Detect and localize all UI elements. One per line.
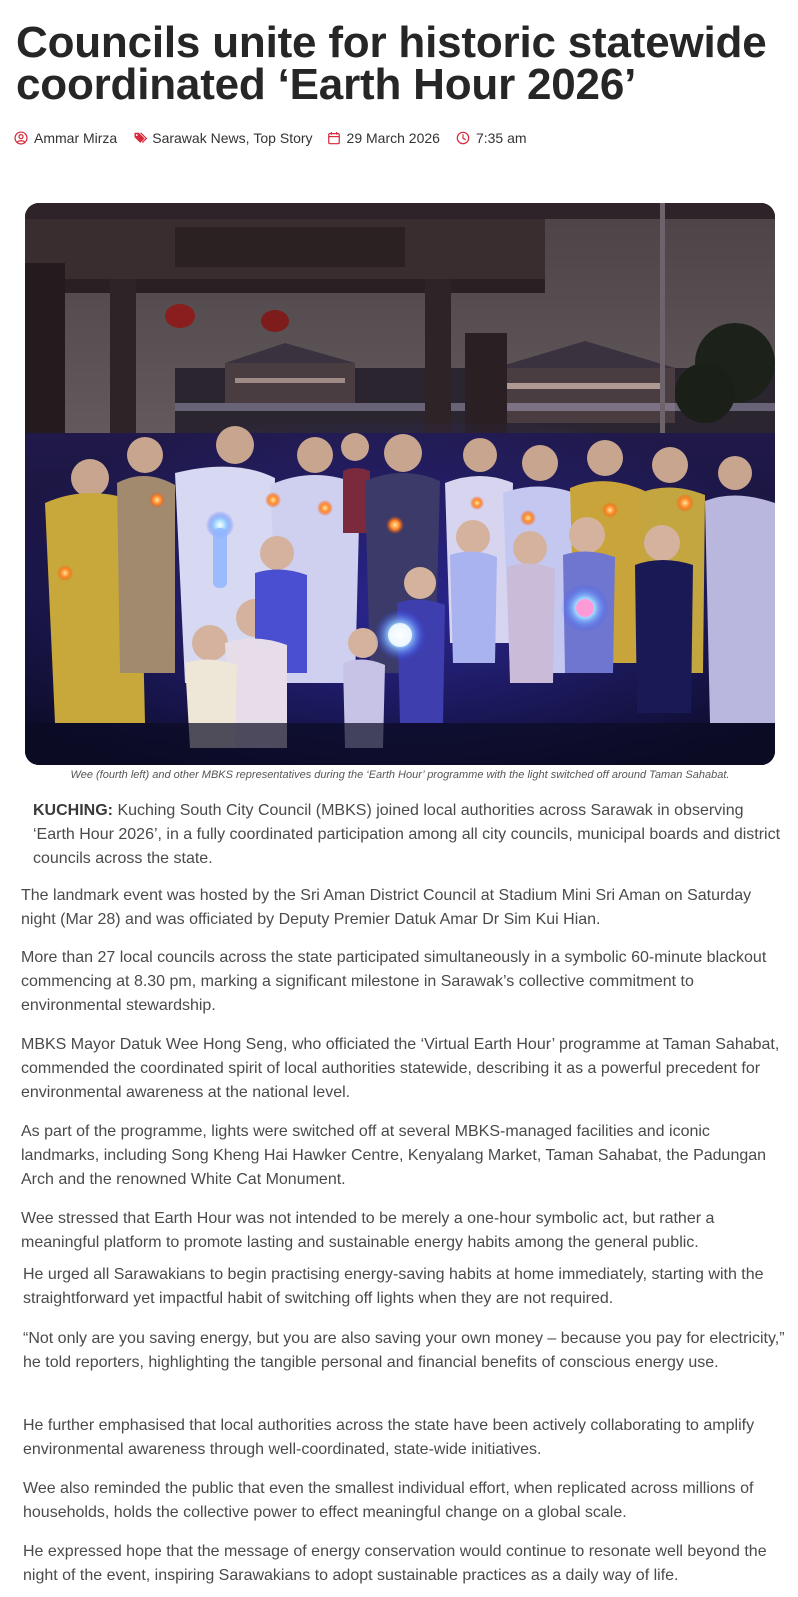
body-paragraph: MBKS Mayor Datuk Wee Hong Seng, who officiated the ‘Virtual Earth Hour’ programme at Taman Sahabat, commended the coordinated spirit of local authorities statewide, describing it as a powerful precedent for environmental awareness at the national level. <box>21 1036 780 1101</box>
calendar-icon <box>327 131 341 145</box>
body-paragraph: He urged all Sarawakians to begin practising energy-saving habits at home immediately, starting with the straightforward yet impactful habit of switching off lights when they are not required. <box>23 1266 764 1307</box>
author-link[interactable]: Ammar Mirza <box>34 130 118 146</box>
dateline: KUCHING: <box>33 802 113 819</box>
category-link-sarawak-news[interactable]: Sarawak News <box>152 130 246 146</box>
body-paragraph: Wee also reminded the public that even the smallest individual effort, when replicated across millions of households, holds the collective power to effect meaningful change on a global scale. <box>23 1480 754 1521</box>
tags-icon <box>133 131 150 145</box>
body-paragraph: As part of the programme, lights were switched off at several MBKS-managed facilities and iconic landmarks, including Song Kheng Hai Hawker Centre, Kenyalang Market, Taman Sahabat, the Padungan Arch and the renowned White Cat Monument. <box>21 1123 767 1188</box>
category-link-top-story[interactable]: Top Story <box>253 130 313 146</box>
body-paragraph: Wee stressed that Earth Hour was not intended to be merely a one-hour symbolic act, but rather a meaningful platform to promote lasting and sustainable energy habits among the general public. <box>21 1210 715 1251</box>
body-paragraph: More than 27 local councils across the state participated simultaneously in a symbolic 60-minute blackout commencing at 8.30 pm, marking a significant milestone in Sarawak’s collective commitment to environmental stewardship. <box>21 949 767 1014</box>
meta-date <box>327 130 440 146</box>
body-paragraph: “Not only are you saving energy, but you are also saving your own money – because you pay for electricity,” he told reporters, highlighting the tangible personal and financial benefits of conscious energy use. <box>23 1330 785 1371</box>
photo-caption: Wee (fourth left) and other MBKS representatives during the ‘Earth Hour’ programme with the light switched off around Taman Sahabat. <box>70 769 730 781</box>
meta-categories <box>133 130 312 146</box>
lead-paragraph <box>33 799 785 871</box>
article-title: Councils unite for historic statewide coordinated ‘Earth Hour 2026’ <box>16 18 767 109</box>
post-meta <box>14 128 543 148</box>
meta-author[interactable] <box>14 130 117 146</box>
lead-text: Kuching South City Council (MBKS) joined local authorities across Sarawak in observing ‘Earth Hour 2026’, in a fully coordinated participation among all city councils, municipal boards and district councils across the state. <box>33 802 781 867</box>
category-separator: , <box>245 130 254 146</box>
meta-time <box>456 130 527 146</box>
body-paragraph: The landmark event was hosted by the Sri Aman District Council at Stadium Mini Sri Aman on Saturday night (Mar 28) and was officiated by Deputy Premier Datuk Amar Dr Sim Kui Hian. <box>21 887 752 928</box>
featured-photo <box>25 203 775 765</box>
clock-icon <box>456 131 470 145</box>
earth-hour-group-photo <box>25 203 775 765</box>
body-paragraph: He further emphasised that local authorities across the state have been actively collaborating to amplify environmental awareness through well-coordinated, state-wide initiatives. <box>23 1417 755 1458</box>
post-time: 7:35 am <box>475 130 527 146</box>
body-paragraph: He expressed hope that the message of energy conservation would continue to resonate well beyond the night of the event, inspiring Sarawakians to adopt sustainable practices as a daily way of life. <box>23 1543 767 1584</box>
post-date: 29 March 2026 <box>346 130 440 146</box>
user-circle-icon <box>14 131 28 145</box>
